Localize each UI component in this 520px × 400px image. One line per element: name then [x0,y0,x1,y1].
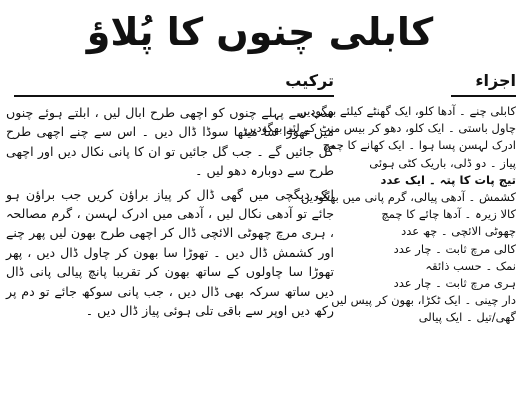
ingredient-item: چھوٹی الائچی ۔ چھ عدد [401,224,516,239]
ingredients-list [244,103,516,327]
ingredient-item: چاول باستی ۔ ایک کلو، دھو کر بیس منٹ کے لئے بھگودیں [244,121,516,136]
ingredient-item: کشمش ۔ آدھی پیالی، گرم پانی میں بھگودیں [301,190,516,205]
method-paragraph: ایک دیگچی میں گھی ڈال کر پیاز براؤن کریں جب براؤن ہو جائے تو آدھی نکال لیں ، آدھی میں ادرک لہسن ، گرم مصالحہ ، ہری مرچ چھوٹی الائچی ڈال کر اچھی طرح بھون لیں پھر چنے اور کشمش ڈال دیں ۔ تھوڑا سا بھون کر چاول ڈال دیں ، پھر تھوڑا سا چاولوں کے ساتھ بھون کر تقریبا پانچ پیالی پانی ڈال دیں ساتھ سرکہ بھی ڈال دیں ، جب پانی سوکھ جائے تو دم پر رکھ دیں اوپر سے باقی تلی ہوئی پیاز ڈال دیں ۔ [6,186,334,319]
method-section [6,70,334,320]
recipe-title: کابلی چنوں کا پُلاؤ [86,10,434,54]
ingredient-item: کالی مرچ ثابت ۔ چار عدد [393,241,516,256]
method-body [6,103,334,320]
ingredient-item: کابلی چنے ۔ آدھا کلو، ایک گھنٹے کیلئے بھگودیں [298,104,516,118]
ingredient-item: کالا زیرہ ۔ آدھا چائے کا چمچ [381,207,516,222]
ingredient-item: گھی/تیل ۔ ایک پیالی [418,310,516,325]
method-heading: ترکیب [14,70,334,97]
ingredient-item: ادرک لہسن پسا ہوا ۔ ایک کھانے کا چمچ [322,138,516,153]
ingredient-item: نمک ۔ حسب ذائقہ [425,258,516,273]
method-paragraph: سب سے پہلے چنوں کو اچھی طرح ابال لیں ، ابلتے ہوئے چنوں میں تھوڑا سا میٹھا سوڈا ڈال دیں ۔ اس سے چنے اچھی طرح گل جائیں گے ۔ جب گل جائیں تو ان کا پانی نکال دیں اور اچھی طرح سے دوبارہ دھو لیں ۔ [6,105,334,179]
ingredient-item: دار چینی ۔ ایک ٹکڑا، بھون کر پیس لیں [331,293,516,308]
ingredients-heading: اجزاء [451,70,516,97]
ingredient-item: ہری مرچ ثابت ۔ چار عدد [393,276,516,291]
ingredient-item: تیج پات کا پتہ ۔ ایک عدد [380,172,516,187]
ingredient-item: پیاز ۔ دو ڈلی، باریک کٹی ہوئی [369,155,516,170]
